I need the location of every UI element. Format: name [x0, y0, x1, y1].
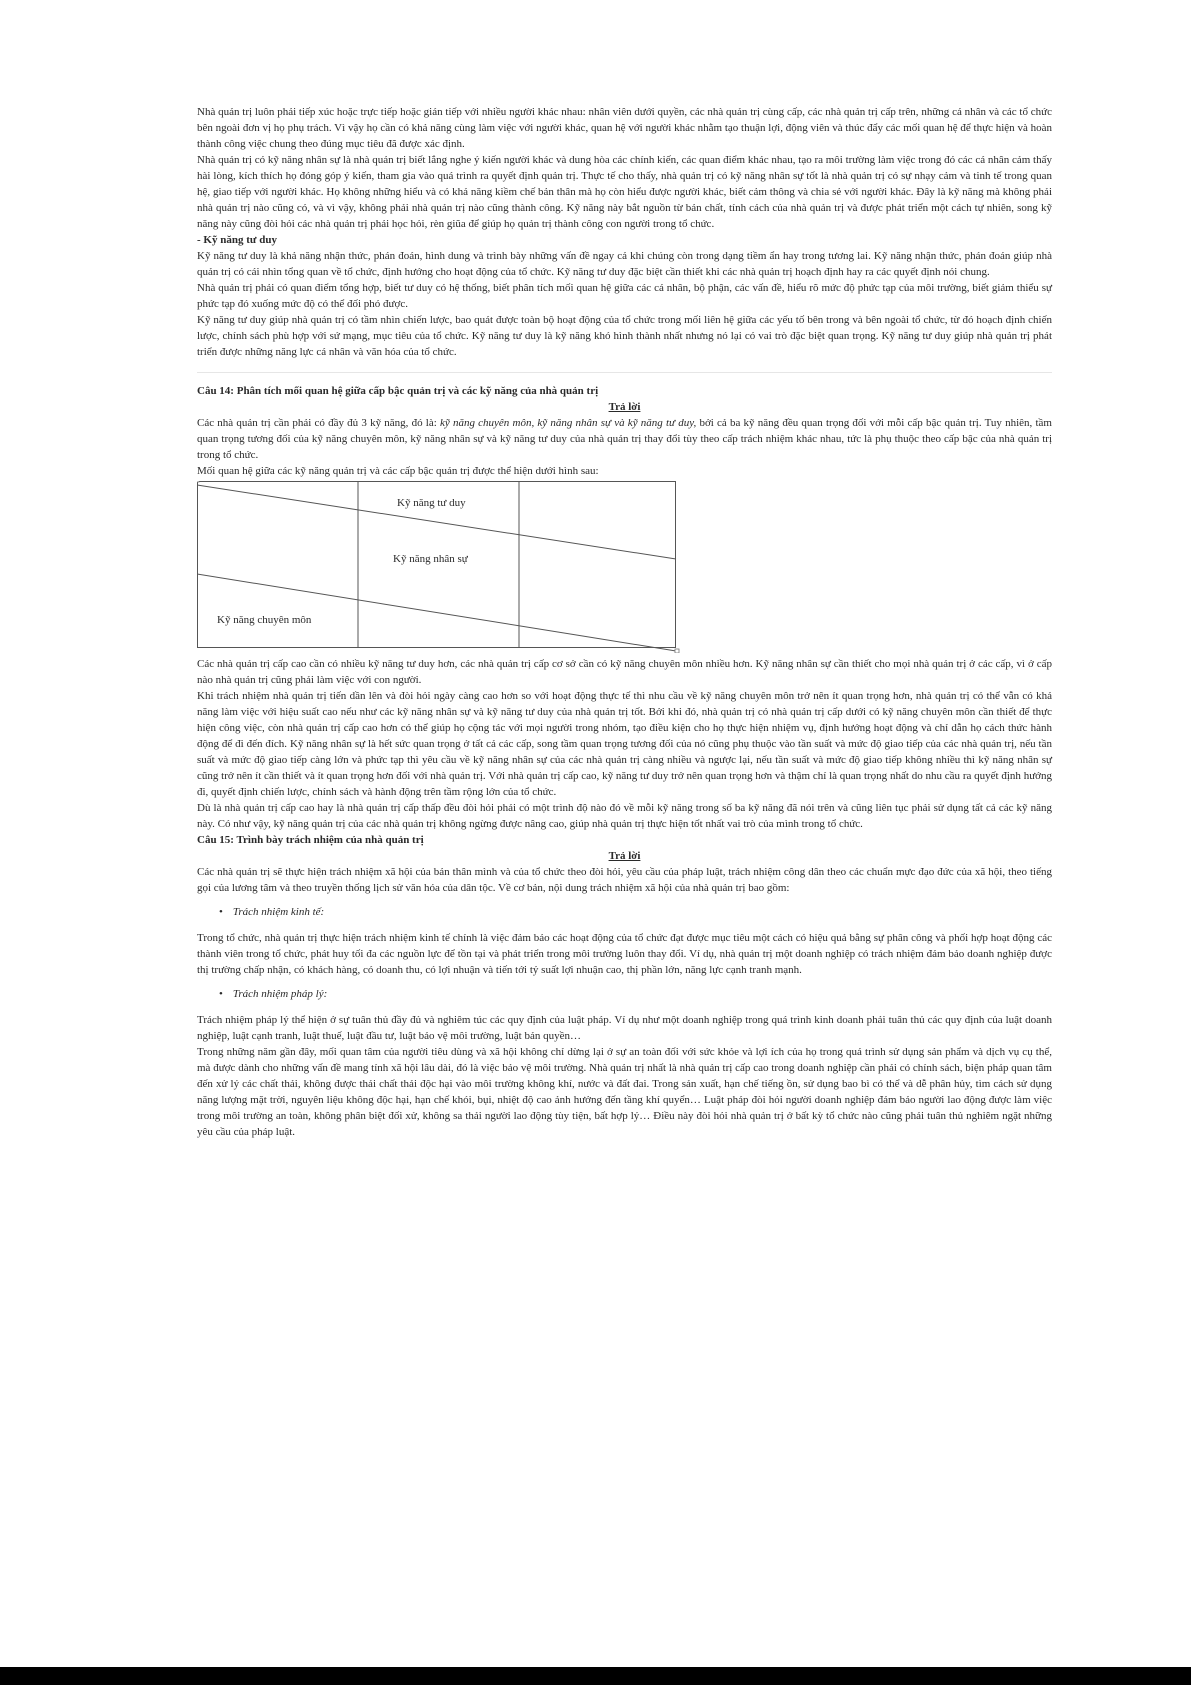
- paragraph: Kỹ năng tư duy là khả năng nhận thức, phán đoán, hình dung và trình bày những vấn đề ngay cả khi chúng còn trong dạng tiềm ẩn hay trong tương lai. Kỹ năng nhận thức, phán đoán giúp nhà quản trị có cái nhìn tổng quan về tổ chức, định hướng cho hoạt động của tổ chức. Kỹ năng tư duy đặc biệt cần thiết khi các nhà quản trị hoạch định hay ra các quyết định nói chung.: [197, 250, 1052, 278]
- paragraph: Các nhà quản trị sẽ thực hiện trách nhiệm xã hội của bản thân mình và của tổ chức theo đòi hỏi, yêu cầu của pháp luật, trách nhiệm công dân theo các chuẩn mực đạo đức của xã hội, theo tiếng gọi của lương tâm và theo truyền thống lịch sử văn hóa của dân tộc. Về cơ bản, nội dung trách nhiệm xã hội của nhà quản trị bao gồm:: [197, 866, 1052, 894]
- label-ky-nang-chuyen-mon: Kỹ năng chuyên môn: [217, 614, 312, 626]
- label-ky-nang-tu-duy: Kỹ năng tư duy: [397, 497, 466, 509]
- document-page: [197, 104, 1052, 1140]
- question-15-heading: Câu 15: Trình bày trách nhiệm của nhà quản trị: [197, 834, 424, 846]
- divider: [197, 372, 1052, 373]
- bullet-trach-nhiem-kinh-te: • Trách nhiệm kinh tế:: [219, 904, 1052, 920]
- paragraph: Kỹ năng tư duy giúp nhà quản trị có tầm nhìn chiến lược, bao quát được toàn bộ hoạt động của tổ chức trong mối liên hệ giữa các yếu tố bên trong và bên ngoài tổ chức, từ đó hoạch định chiến lược, chính sách phù hợp với sứ mạng, mục tiêu của tổ chức. Kỹ năng tư duy là kỹ năng khó hình thành nhất nhưng nó lại có vai trò đặc biệt quan trọng. Kỹ năng tư duy giúp nhà quản trị phát triển được những năng lực cá nhân và văn hóa của tổ chức.: [197, 314, 1052, 358]
- question-14-heading: Câu 14: Phân tích mối quan hệ giữa cấp bậc quản trị và các kỹ năng của nhà quản trị: [197, 385, 599, 397]
- diagram-handle: [675, 649, 679, 653]
- intro-text: Các nhà quản trị cần phải có đầy đủ 3 kỹ năng, đó là:: [197, 417, 440, 429]
- skills-diagram: [197, 481, 680, 653]
- paragraph: Các nhà quản trị cấp cao cần có nhiều kỹ năng tư duy hơn, các nhà quản trị cấp cơ sở cần có kỹ năng chuyên môn nhiều hơn. Kỹ năng nhân sự cần thiết cho mọi nhà quản trị ở các cấp, vì ở cấp nào nhà quản trị cũng phải làm việc với con người.: [197, 658, 1052, 686]
- paragraph: Trách nhiệm pháp lý thể hiện ở sự tuân thủ đầy đủ và nghiêm túc các quy định của luật pháp. Ví dụ như một doanh nghiệp trong quá trình kinh doanh phải tuân thủ các quy định của luật doanh nghiệp, luật cạnh tranh, luật thuế, luật đầu tư, luật bảo vệ môi trường, luật bản quyền…: [197, 1014, 1052, 1042]
- bullet-trach-nhiem-phap-ly: • Trách nhiệm pháp lý:: [219, 986, 1052, 1002]
- paragraph: [197, 415, 1052, 463]
- paragraph: Nhà quản trị luôn phải tiếp xúc hoặc trực tiếp hoặc gián tiếp với nhiều người khác nhau: nhân viên dưới quyền, các nhà quản trị cùng cấp, các nhà quản trị cấp trên, những cá nhân và các tổ chức bên ngoài đơn vị họ phụ trách. Vì vậy họ cần có khả năng cùng làm việc với người khác, quan hệ với người khác nhằm tạo thuận lợi, động viên và thúc đẩy các mối quan hệ để thực hiện và hoàn thành công việc chung theo đúng mục tiêu đã được xác định.: [197, 106, 1052, 150]
- paragraph: Dù là nhà quản trị cấp cao hay là nhà quản trị cấp thấp đều đòi hỏi phải có một trình độ nào đó về mỗi kỹ năng trong số ba kỹ năng đã nói trên và cũng liên tục phải sử dụng tất cả các kỹ năng này. Có như vậy, kỹ năng quản trị của các nhà quản trị không ngừng được nâng cao, giúp nhà quản trị thực hiện tốt nhất vai trò của mình trong tổ chức.: [197, 802, 1052, 830]
- paragraph: Nhà quản trị có kỹ năng nhân sự là nhà quản trị biết lắng nghe ý kiến người khác và dung hòa các chính kiến, các quan điểm khác nhau, tạo ra môi trường làm việc trong đó các cá nhân cảm thấy hài lòng, kích thích họ đóng góp ý kiến, tham gia vào quá trình ra quyết định quản trị. Thực tế cho thấy, nhà quản trị có kỹ năng nhân sự tốt là nhà quản trị có sự nhạy cảm và tinh tế trong quan hệ, giao tiếp với người khác. Họ không những hiểu và có khả năng kiềm chế bản thân mà họ còn hiểu được người khác, biết cảm thông và chia sẻ với người khác. Đây là kỹ năng mà không phải nhà quản trị nào cũng có, và vì vậy, không phải nhà quản trị nào cũng thành công. Kỹ năng này bắt nguồn từ bản chất, tính cách của nhà quản trị và được phát triển một cách tự nhiên, song kỹ năng này cũng đòi hỏi các nhà quản trị phải học hỏi, rèn giũa để giúp họ quản trị thành công con người trong tổ chức.: [197, 154, 1052, 230]
- label-ky-nang-nhan-su: Kỹ năng nhân sự: [393, 553, 468, 565]
- paragraph: Khi trách nhiệm nhà quản trị tiến dần lên và đòi hỏi ngày càng cao hơn so với hoạt động thực tế thì nhu cầu về kỹ năng chuyên môn trở nên ít quan trọng hơn, nhà quản trị có thể vẫn có khả năng làm việc với hiệu suất cao nếu như các kỹ năng nhân sự và kỹ năng tư duy của nhà quản trị tốt. Bởi khi đó, nhà quản trị có nhà quản trị cấp dưới có kỹ năng chuyên môn cần thiết để thực hiện công việc, còn nhà quản trị cấp cao hơn có thể giúp họ cộng tác với mọi người trong nhóm, tạo điều kiện cho họ thực hiện nhiệm vụ, định hướng hoạt động và chỉ dẫn họ cách thức hành động để đi đến đích. Kỹ năng nhân sự là hết sức quan trọng ở tất cả các cấp, song tầm quan trọng tương đối của nó cũng phụ thuộc vào tần suất và mức độ giao tiếp của các nhà quản trị, nếu tần suất và mức độ giao tiếp càng lớn và phức tạp thì yêu cầu về kỹ năng nhân sự của các nhà quản trị càng nhiều và ngược lại, nếu tần suất và mức độ giao tiếp không nhiều thì kỹ năng nhân sự cũng trở nên ít cần thiết và ít quan trọng hơn đối với nhà quản trị. Với nhà quản trị cấp cao, kỹ năng tư duy trở nên quan trọng hơn và thậm chí là quan trọng nhất do nhu cầu ra quyết định hướng đi, quyết định chiến lược, chính sách và hành động trên tầm rộng lớn của tổ chức.: [197, 690, 1052, 798]
- paragraph: Trong những năm gần đây, mối quan tâm của người tiêu dùng và xã hội không chỉ dừng lại ở sự an toàn đối với sức khỏe và lợi ích của họ trong quá trình sử dụng sản phẩm và dịch vụ cụ thể, mà được dành cho những vấn đề mang tính xã hội lâu dài, đó là việc bảo vệ môi trường. Nhà quản trị nhất là nhà quản trị cấp cao trong doanh nghiệp cần phải có chính sách, biện pháp quan tâm đến xử lý các chất thải, không được thải chất thải độc hại vào môi trường không khí, nước và đất đai. Trong sản xuất, hạn chế tiếng ồn, sử dụng bao bì có thể và dễ phân hủy, tìm cách sử dụng năng lượng mặt trời, nguyên liệu không độc hại, hạn chế khói, bụi, nhiệt độ cao ảnh hưởng đến tầng khí quyển… Luật pháp đòi hỏi người doanh nghiệp đảm bảo người lao động được làm việc trong môi trường an toàn, không phân biệt đối xử, không sa thải người lao động tùy tiện, bất hợp lý… Điều này đòi hỏi nhà quản trị ở bất kỳ tổ chức nào cũng phải tuân thủ nghiêm ngặt những yêu cầu của pháp luật.: [197, 1046, 1052, 1138]
- paragraph: Trong tổ chức, nhà quản trị thực hiện trách nhiệm kinh tế chính là việc đảm bảo các hoạt động của tổ chức đạt được mục tiêu một cách có hiệu quả bằng sự phân công và phối hợp hoạt động các thành viên trong tổ chức, phát huy tối đa các nguồn lực để tồn tại và phát triển trong môi trường luôn thay đổi. Ví dụ, nhà quản trị một doanh nghiệp có trách nhiệm đảm bảo doanh nghiệp được thị trường chấp nhận, có khách hàng, có doanh thu, có lợi nhuận và tiến tới tỷ suất lợi nhuận cao, thị phần lớn, năng lực cạnh tranh mạnh.: [197, 932, 1052, 976]
- diagram-diagonal-line: [197, 574, 676, 651]
- intro-italic: kỹ năng chuyên môn, kỹ năng nhân sự và kỹ năng tư duy,: [440, 417, 697, 429]
- answer-label: Trả lời: [608, 850, 641, 862]
- paragraph: Nhà quản trị phải có quan điểm tổng hợp, biết tư duy có hệ thống, biết phân tích mối quan hệ giữa các cá nhân, bộ phận, các vấn đề, hiểu rõ mức độ phức tạp của môi trường, biết giảm thiểu sự phức tạp đó xuống mức độ có thể đối phó được.: [197, 282, 1052, 310]
- diagram-handle: [197, 481, 199, 482]
- subheading-ky-nang-tu-duy: - Kỹ năng tư duy: [197, 234, 277, 246]
- bottom-bar: [0, 1667, 1191, 1685]
- diagram-caption: Mối quan hệ giữa các kỹ năng quản trị và các cấp bậc quản trị được thể hiện dưới hình sau:: [197, 465, 599, 477]
- intro-text: bởi cả ba kỹ năng đều quan trọng đối với mỗi cấp bậc quản trị. Tuy nhiên, tầm quan trọng tương đối của kỹ năng chuyên môn, kỹ năng nhân sự và kỹ năng tư duy của nhà quản trị thay đổi tùy theo cấp trách nhiệm khác nhau, tức là phụ thuộc theo cấp bậc của nhà quản trị trong tổ chức.: [197, 417, 1052, 461]
- answer-label: Trả lời: [608, 401, 641, 413]
